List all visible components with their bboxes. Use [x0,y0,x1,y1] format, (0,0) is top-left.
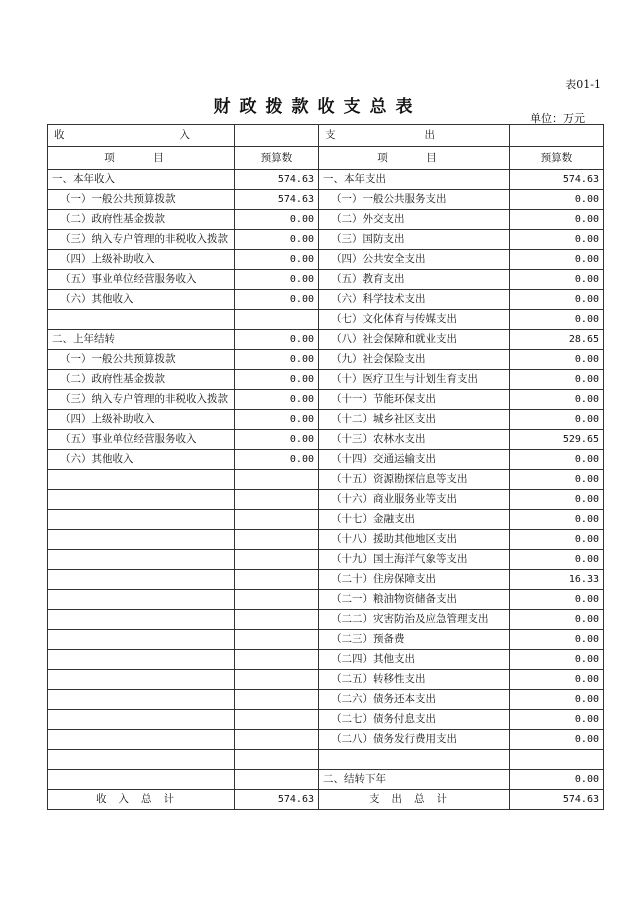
income-item-cell [48,530,235,550]
income-item-cell [48,610,235,630]
expense-item-cell: （十）医疗卫生与计划生育支出 [319,370,510,390]
unit-label: 单位：万元 [530,112,585,125]
table-row [48,290,604,310]
table-row [48,330,604,350]
expense-value-cell: 529.65 [510,430,604,450]
expense-item-cell: （八）社会保障和就业支出 [319,330,510,350]
income-item-cell [48,710,235,730]
income-item-cell: 一、本年收入 [48,170,235,190]
expense-item-cell: （二二）灾害防治及应急管理支出 [319,610,510,630]
expense-value-cell: 0.00 [510,470,604,490]
budget-table [47,124,604,810]
expense-header-char-2: 出 [424,129,435,141]
income-value-cell: 0.00 [235,230,319,250]
income-value-cell: 0.00 [235,210,319,230]
expense-item-cell: （九）社会保险支出 [319,350,510,370]
expense-item-cell: （十三）农林水支出 [319,430,510,450]
expense-value-cell: 574.63 [510,170,604,190]
expense-budget-header: 预算数 [510,147,604,170]
income-value-cell [235,610,319,630]
expense-total-value: 574.63 [510,790,604,810]
income-item-cell [48,570,235,590]
table-row [48,510,604,530]
expense-item-cell: （一）一般公共服务支出 [319,190,510,210]
table-row [48,170,604,190]
income-value-cell [235,510,319,530]
income-header-char-1: 收 [54,129,65,141]
expense-item-cell: （二六）债务还本支出 [319,690,510,710]
table-row [48,730,604,750]
expense-value-cell: 0.00 [510,490,604,510]
expense-value-cell: 0.00 [510,410,604,430]
income-value-cell: 0.00 [235,330,319,350]
expense-item-header-label: 项 目 [377,151,451,164]
expense-value-cell: 0.00 [510,710,604,730]
table-row [48,430,604,450]
table-row [48,350,604,370]
income-budget-header: 预算数 [235,147,319,170]
table-row [48,410,604,430]
expense-header-char-1: 支 [325,129,336,141]
income-value-cell: 0.00 [235,370,319,390]
expense-value-cell: 0.00 [510,610,604,630]
table-row [48,570,604,590]
expense-value-cell: 0.00 [510,770,604,790]
expense-value-cell: 0.00 [510,270,604,290]
expense-total-label [319,790,510,810]
income-value-cell: 0.00 [235,430,319,450]
income-item-cell: （四）上级补助收入 [48,410,235,430]
table-row [48,310,604,330]
income-item-cell: （一）一般公共预算拨款 [48,190,235,210]
expense-item-cell [319,750,510,770]
income-item-cell [48,490,235,510]
income-item-cell: （四）上级补助收入 [48,250,235,270]
income-value-cell [235,770,319,790]
expense-item-cell: 一、本年支出 [319,170,510,190]
expense-value-cell: 0.00 [510,530,604,550]
expense-item-header [319,147,510,170]
income-item-cell: （二）政府性基金拨款 [48,370,235,390]
income-item-cell [48,310,235,330]
table-row [48,210,604,230]
income-value-cell [235,690,319,710]
expense-item-cell: （十六）商业服务业等支出 [319,490,510,510]
income-item-cell [48,730,235,750]
header-row-group [48,125,604,147]
income-header-spacer [235,125,319,147]
income-total-label-text: 收入总计 [96,793,186,805]
income-value-cell [235,470,319,490]
table-row [48,270,604,290]
income-item-cell: （三）纳入专户管理的非税收入拨款 [48,390,235,410]
expense-value-cell: 0.00 [510,630,604,650]
income-value-cell [235,550,319,570]
expense-item-cell: （六）科学技术支出 [319,290,510,310]
income-total-label [48,790,235,810]
expense-value-cell: 0.00 [510,350,604,370]
expense-item-cell: （二八）债务发行费用支出 [319,730,510,750]
expense-item-cell: （十四）交通运输支出 [319,450,510,470]
expense-value-cell: 0.00 [510,290,604,310]
expense-value-cell: 0.00 [510,230,604,250]
expense-value-cell: 0.00 [510,370,604,390]
expense-value-cell [510,750,604,770]
expense-value-cell: 28.65 [510,330,604,350]
income-item-cell [48,470,235,490]
income-value-cell: 0.00 [235,450,319,470]
expense-item-cell: （二七）债务付息支出 [319,710,510,730]
table-row [48,690,604,710]
table-row [48,230,604,250]
income-value-cell [235,490,319,510]
table-row [48,490,604,510]
expense-item-cell: 二、结转下年 [319,770,510,790]
table-row [48,470,604,490]
table-row [48,590,604,610]
table-row [48,370,604,390]
table-row [48,190,604,210]
page-title: 财政拨款收支总表 [213,97,422,117]
table-row [48,770,604,790]
income-value-cell [235,310,319,330]
table-row [48,670,604,690]
budget-table-body [48,125,604,810]
expense-item-cell: （十七）金融支出 [319,510,510,530]
income-value-cell [235,670,319,690]
expense-item-cell: （五）教育支出 [319,270,510,290]
expense-item-cell: （二三）预备费 [319,630,510,650]
expense-value-cell: 0.00 [510,690,604,710]
income-item-cell [48,510,235,530]
income-value-cell [235,590,319,610]
expense-value-cell: 0.00 [510,210,604,230]
income-item-header [48,147,235,170]
expense-value-cell: 0.00 [510,450,604,470]
expense-item-cell: （二五）转移性支出 [319,670,510,690]
expense-value-cell: 0.00 [510,510,604,530]
income-item-cell: （六）其他收入 [48,290,235,310]
expense-item-cell: （十五）资源勘探信息等支出 [319,470,510,490]
expense-item-cell: （十九）国土海洋气象等支出 [319,550,510,570]
income-value-cell [235,530,319,550]
table-number: 表01-1 [565,78,601,91]
income-item-cell: （一）一般公共预算拨款 [48,350,235,370]
expense-value-cell: 0.00 [510,670,604,690]
expense-item-cell: （二）外交支出 [319,210,510,230]
expense-item-cell: （二四）其他支出 [319,650,510,670]
expense-value-cell: 0.00 [510,190,604,210]
expense-item-cell: （十二）城乡社区支出 [319,410,510,430]
expense-item-cell: （四）公共安全支出 [319,250,510,270]
expense-item-cell: （七）文化体育与传媒支出 [319,310,510,330]
expense-item-cell: （二十）住房保障支出 [319,570,510,590]
totals-row [48,790,604,810]
income-item-cell: 二、上年结转 [48,330,235,350]
income-item-header-label: 项 目 [104,151,178,164]
table-row [48,630,604,650]
table-row [48,450,604,470]
income-value-cell: 0.00 [235,250,319,270]
income-item-cell [48,650,235,670]
income-header [48,125,235,147]
table-row [48,650,604,670]
income-value-cell: 0.00 [235,410,319,430]
income-value-cell [235,710,319,730]
expense-item-cell: （三）国防支出 [319,230,510,250]
table-row [48,710,604,730]
income-item-cell: （二）政府性基金拨款 [48,210,235,230]
income-value-cell [235,650,319,670]
expense-header [319,125,510,147]
table-row [48,550,604,570]
header-row-columns [48,147,604,170]
income-value-cell [235,750,319,770]
income-item-cell: （五）事业单位经营服务收入 [48,430,235,450]
income-item-cell [48,770,235,790]
expense-value-cell: 0.00 [510,730,604,750]
expense-value-cell: 0.00 [510,250,604,270]
table-row [48,610,604,630]
expense-value-cell: 0.00 [510,590,604,610]
income-header-char-2: 入 [179,129,190,141]
table-row [48,750,604,770]
income-value-cell: 0.00 [235,290,319,310]
income-value-cell: 574.63 [235,170,319,190]
income-value-cell: 0.00 [235,270,319,290]
expense-item-cell: （十一）节能环保支出 [319,390,510,410]
income-value-cell: 0.00 [235,390,319,410]
expense-item-cell: （十八）援助其他地区支出 [319,530,510,550]
expense-item-cell: （二一）粮油物资储备支出 [319,590,510,610]
table-row [48,530,604,550]
income-item-cell [48,630,235,650]
income-value-cell [235,630,319,650]
income-value-cell: 574.63 [235,190,319,210]
table-row [48,250,604,270]
expense-header-spacer [510,125,604,147]
income-item-cell: （五）事业单位经营服务收入 [48,270,235,290]
income-total-value: 574.63 [235,790,319,810]
income-item-cell [48,590,235,610]
income-value-cell [235,730,319,750]
income-item-cell [48,670,235,690]
income-item-cell: （六）其他收入 [48,450,235,470]
expense-total-label-text: 支出总计 [369,793,459,805]
expense-value-cell: 0.00 [510,390,604,410]
expense-value-cell: 16.33 [510,570,604,590]
table-row [48,390,604,410]
income-value-cell [235,570,319,590]
income-item-cell [48,550,235,570]
expense-value-cell: 0.00 [510,550,604,570]
income-item-cell [48,690,235,710]
income-item-cell: （三）纳入专户管理的非税收入拨款 [48,230,235,250]
income-value-cell: 0.00 [235,350,319,370]
expense-value-cell: 0.00 [510,650,604,670]
expense-value-cell: 0.00 [510,310,604,330]
income-item-cell [48,750,235,770]
